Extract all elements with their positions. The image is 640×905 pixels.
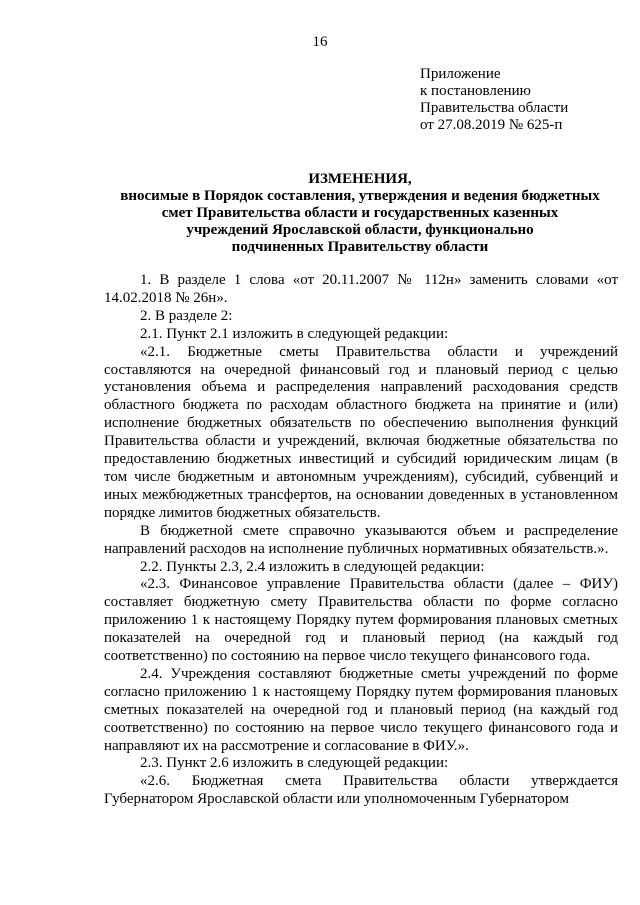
title-line: вносимые в Порядок составления, утверждения и ведения бюджетных (120, 188, 600, 204)
title-line: учреждений Ярославской области, функционально (186, 222, 534, 238)
paragraph: В бюджетной смете справочно указываются объем и распределение направлений расходов на исполнение публичных нормативных обязательств.». (104, 522, 618, 557)
page-number: 16 (312, 34, 328, 50)
paragraph: «2.3. Финансовое управление Правительства области (далее – ФИУ) составляет бюджетную смету Правительства области по форме согласно приложению 1 к настоящему Порядку путем формирования плановых сметных показателей на очередной год и плановый период (на каждый год соответственно) по состоянию на первое число текущего финансового года. (104, 576, 618, 665)
title-line: подчиненных Правительству области (231, 239, 489, 255)
paragraph: 2.1. Пункт 2.1 изложить в следующей редакции: (140, 325, 449, 342)
paragraph: 2.4. Учреждения составляют бюджетные сметы учреждений по форме согласно приложению 1 к настоящему Порядку путем формирования плановых сметных показателей на очередной год и плановый период (на каждый год соответственно) по состоянию на первое число текущего финансового года и направляют их на рассмотрение и согласование в ФИУ.». (104, 665, 618, 754)
title-heading: ИЗМЕНЕНИЯ, (308, 171, 412, 187)
title-line: смет Правительства области и государственных казенных (161, 205, 559, 221)
appendix-line: к постановлению (420, 83, 531, 99)
appendix-line: Приложение (420, 66, 501, 82)
paragraph: 2. В разделе 2: (140, 307, 233, 324)
paragraph: 2.3. Пункт 2.6 изложить в следующей редакции: (140, 755, 449, 772)
appendix-line: от 27.08.2019 № 625-п (420, 117, 563, 133)
document-body (104, 272, 618, 809)
paragraph: «2.6. Бюджетная смета Правительства области утверждается Губернатором Ярославской области или уполномоченным Губернатором (104, 773, 618, 808)
document-title (100, 171, 620, 256)
paragraph: 2.2. Пункты 2.3, 2.4 изложить в следующей редакции: (140, 558, 485, 575)
appendix-line: Правительства области (420, 100, 569, 116)
paragraph: «2.1. Бюджетные сметы Правительства области и учреждений составляются на очередной финансовый год и плановый период с целью установления объема и распределения направлений расходования средств областного бюджета по расходам областного бюджета на принятие и (или) исполнение бюджетных обязательств по обеспечению выполнения функций Правительства области и учреждений, включая бюджетные обязательства по предоставлению бюджетных инвестиций и субсидий юридическим лицам (в том числе бюджетным и автономным учреждениям), субсидий, субвенций и иных межбюджетных трансфертов, на основании доведенных в установленном порядке лимитов бюджетных обязательств. (104, 343, 618, 521)
appendix-block (420, 66, 568, 134)
paragraph: 1. В разделе 1 слова «от 20.11.2007 № 112н» заменить словами «от 14.02.2018 № 26н». (104, 272, 618, 306)
